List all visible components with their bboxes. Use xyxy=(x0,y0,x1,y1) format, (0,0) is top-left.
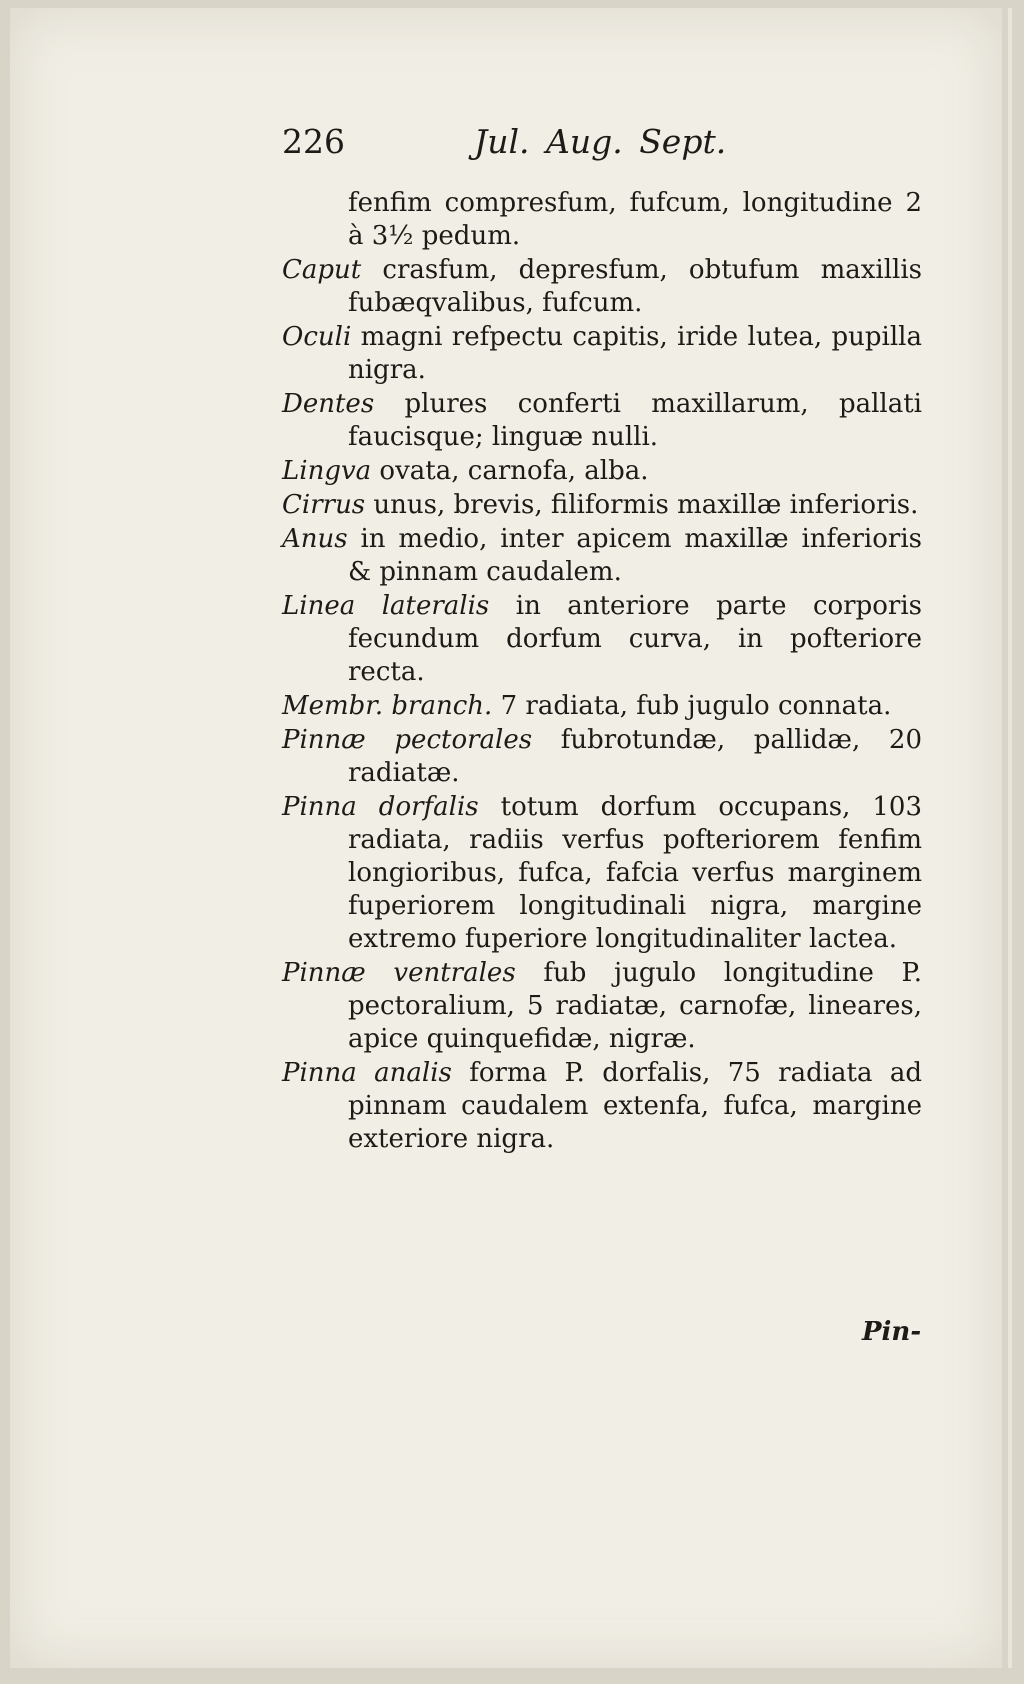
entry-anus xyxy=(282,523,922,589)
entry-text: in medio, inter apicem maxillæ inferioris & pinnam caudalem. xyxy=(347,524,922,587)
entry-text: 7 radiata, fub jugulo connata. xyxy=(492,691,892,721)
entry-term: Oculi xyxy=(282,322,352,352)
entry-text: ovata, carnofa, alba. xyxy=(371,456,649,486)
entry-pinna-dorfalis xyxy=(282,791,922,956)
entry-term: Pinna analis xyxy=(282,1058,452,1088)
entry-linea-lateralis xyxy=(282,590,922,689)
entry-oculi xyxy=(282,321,922,387)
entry-term: Linea lateralis xyxy=(282,591,490,621)
entry-membr-branch xyxy=(282,690,922,723)
entry-term: Dentes xyxy=(282,389,375,419)
entry-text: fubrotundæ, pallidæ, 20 radiatæ. xyxy=(348,725,922,788)
entry-text: forma P. dorfalis, 75 radiata ad pinnam caudalem extenfa, fufca, margine exteriore nigra. xyxy=(348,1058,922,1154)
entry-text: crasfum, depresfum, obtufum maxillis fubæqvalibus, fufcum. xyxy=(348,255,922,318)
entry-pinna-analis xyxy=(282,1057,922,1156)
entry-text: magni refpectu capitis, iride lutea, pupilla nigra. xyxy=(348,322,922,385)
entry-term: Cirrus xyxy=(282,490,366,520)
description-entries xyxy=(282,187,922,1157)
entry-term: Membr. branch. xyxy=(282,691,493,721)
entry-dentes xyxy=(282,388,922,454)
entry-term: Caput xyxy=(282,255,362,285)
entry-term: Anus xyxy=(282,524,348,554)
entry-lingva xyxy=(282,455,922,488)
entry-text: fenfim compresfum, fufcum, longitudine 2 à 3½ pedum. xyxy=(348,188,922,251)
running-head: Jul. Aug. Sept. xyxy=(474,122,727,161)
entry-pinnae-ventrales xyxy=(282,957,922,1056)
entry-text: unus, brevis, filiformis maxillæ inferioris. xyxy=(365,490,919,520)
entry-pinnae-pectorales xyxy=(282,724,922,790)
entry-text: totum dorfum occupans, 103 radiata, radiis verfus pofteriorem fenfim longioribus, fufca, fafcia verfus marginem fuperiorem longitudinali nigra, margine extremo fuperiore longitudinaliter lactea. xyxy=(348,792,923,954)
entry-term: Pinna dorfalis xyxy=(282,792,479,822)
page-number: 226 xyxy=(282,122,345,161)
entry-term: Pinnæ pectorales xyxy=(282,725,533,755)
entry-text: fub jugulo longitudine P. pectoralium, 5 radiatæ, carnofæ, lineares, apice quinquefidæ, nigræ. xyxy=(348,958,923,1054)
page-header xyxy=(282,122,982,172)
entry-cirrus xyxy=(282,489,922,522)
catchword: Pin- xyxy=(862,1317,922,1347)
entry-caput xyxy=(282,254,922,320)
entry-text: in anteriore parte corporis fecundum dorfum curva, in pofteriore recta. xyxy=(348,591,922,687)
entry-text: plures conferti maxillarum, pallati faucisque; linguæ nulli. xyxy=(348,389,922,452)
entry-continuation xyxy=(282,187,922,253)
entry-term: Pinnæ ventrales xyxy=(282,958,516,988)
page-edge xyxy=(1008,8,1012,1668)
entry-term: Lingva xyxy=(282,456,372,486)
